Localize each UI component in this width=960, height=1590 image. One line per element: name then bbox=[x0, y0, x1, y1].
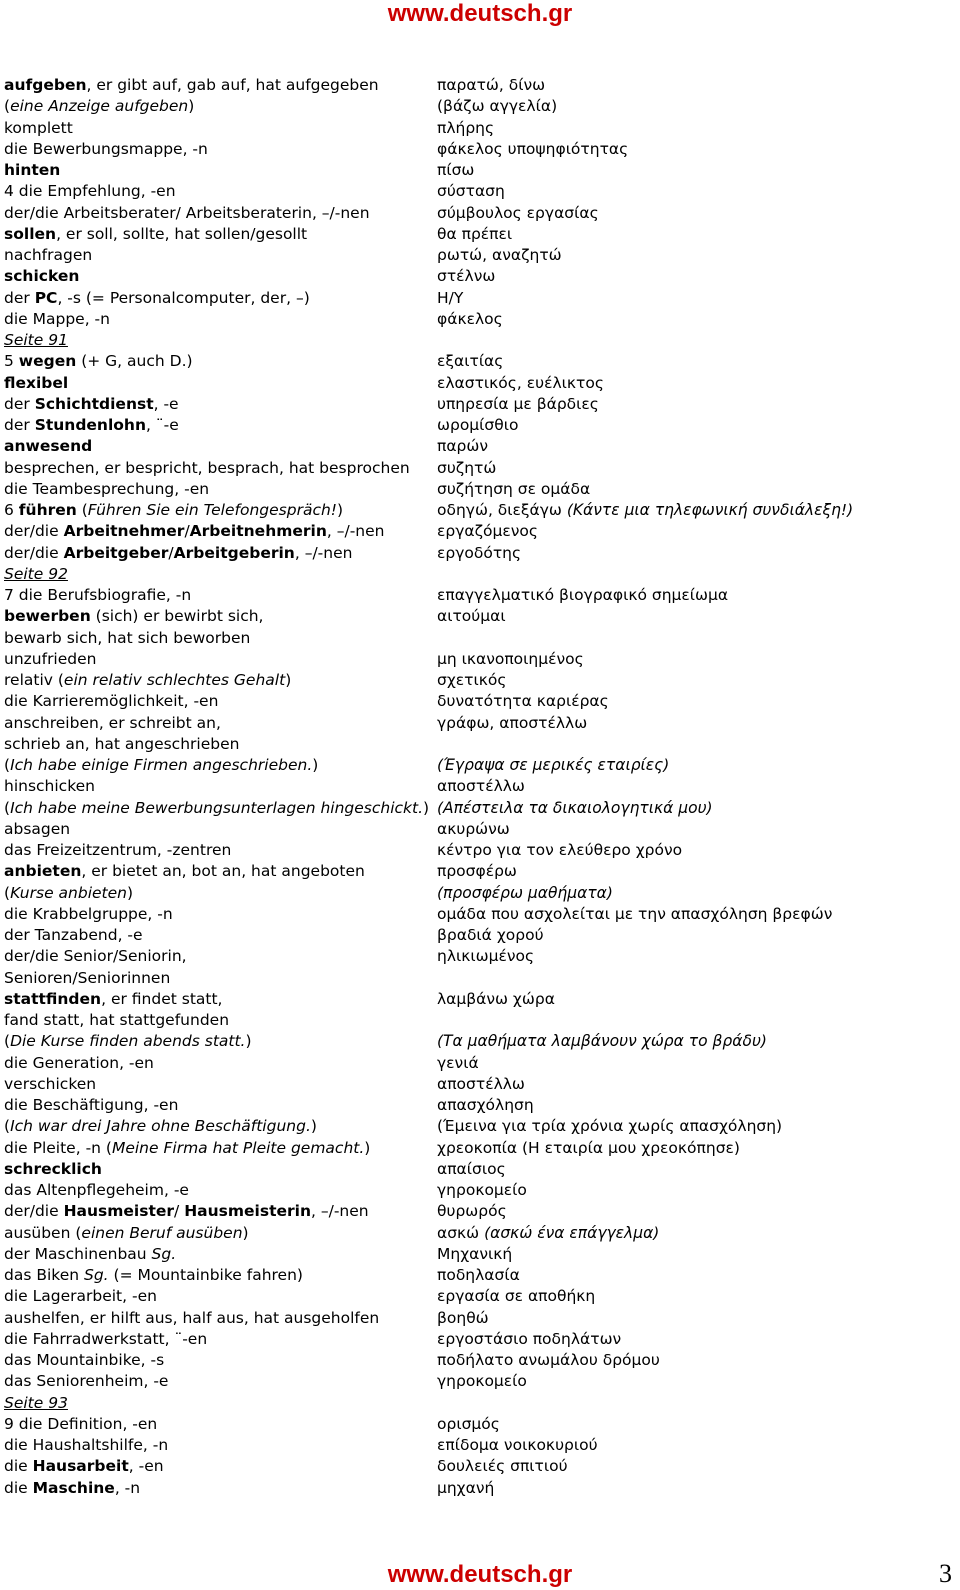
german-term: aushelfen, er hilft aus, half aus, hat ausgeholfen bbox=[4, 1308, 380, 1327]
german-term: anwesend bbox=[4, 437, 93, 456]
german-term: die Haushaltshilfe, -n bbox=[4, 1436, 169, 1454]
greek-translation: γενιά bbox=[437, 1053, 479, 1072]
vocab-row bbox=[4, 946, 954, 967]
vocab-row bbox=[4, 1286, 954, 1307]
greek-translation: επαγγελματικό βιογραφικό σημείωμα bbox=[437, 586, 729, 604]
german-term: der PC, -s (= Personalcomputer, der, –) bbox=[4, 288, 310, 307]
german-term: die Beschäftigung, -en bbox=[4, 1096, 179, 1114]
vocab-row bbox=[4, 118, 954, 139]
greek-translation: δυνατότητα καριέρας bbox=[437, 692, 609, 711]
vocab-row bbox=[4, 925, 954, 946]
german-term: die Fahrradwerkstatt, ¨-en bbox=[4, 1329, 208, 1348]
german-term: 7 die Berufsbiografie, -n bbox=[4, 586, 192, 604]
german-term: 4 die Empfehlung, -en bbox=[4, 182, 176, 201]
german-term: die Hausarbeit, -en bbox=[4, 1457, 164, 1476]
greek-translation: εργαζόμενος bbox=[437, 522, 538, 541]
vocab-row bbox=[4, 521, 954, 542]
greek-translation: οδηγώ, διεξάγω (Κάντε μια τηλεφωνική συνδιάλεξη!) bbox=[437, 501, 854, 519]
vocab-row bbox=[4, 1265, 954, 1286]
vocab-row bbox=[4, 1116, 954, 1137]
vocab-row bbox=[4, 181, 954, 202]
greek-translation: ποδηλασία bbox=[437, 1266, 520, 1284]
german-term: der Schichtdienst, -e bbox=[4, 394, 179, 413]
german-term: absagen bbox=[4, 819, 71, 838]
german-term: hinschicken bbox=[4, 777, 95, 796]
greek-translation: χρεοκοπία (Η εταιρία μου χρεοκόπησε) bbox=[437, 1138, 740, 1157]
vocab-row bbox=[4, 96, 954, 117]
greek-translation: θυρωρός bbox=[437, 1202, 507, 1221]
greek-translation: φάκελος bbox=[437, 309, 503, 328]
german-term: bewarb sich, hat sich beworben bbox=[4, 628, 251, 647]
greek-translation: γηροκομείο bbox=[437, 1181, 527, 1199]
greek-translation: αποστέλλω bbox=[437, 777, 525, 796]
german-term: das Altenpflegeheim, -e bbox=[4, 1181, 189, 1199]
german-term: relativ (ein relativ schlechtes Gehalt) bbox=[4, 671, 292, 689]
vocab-row bbox=[4, 691, 954, 712]
german-term: verschicken bbox=[4, 1074, 97, 1093]
greek-translation: σχετικός bbox=[437, 671, 507, 689]
german-term: die Karrieremöglichkeit, -en bbox=[4, 692, 219, 711]
german-term: der/die Arbeitgeber/Arbeitgeberin, –/-nen bbox=[4, 543, 353, 562]
vocab-row bbox=[4, 1201, 954, 1222]
german-term: aufgeben, er gibt auf, gab auf, hat aufgegeben bbox=[4, 76, 379, 94]
vocab-row bbox=[4, 203, 954, 224]
german-term: die Maschine, -n bbox=[4, 1478, 141, 1497]
german-term: (Die Kurse finden abends statt.) bbox=[4, 1032, 252, 1051]
vocab-row bbox=[4, 458, 954, 479]
greek-translation: εργασία σε αποθήκη bbox=[437, 1287, 596, 1306]
page-number: 3 bbox=[939, 1559, 952, 1588]
german-term: (Kurse anbieten) bbox=[4, 883, 134, 902]
greek-translation: συζητώ bbox=[437, 458, 497, 477]
greek-translation: ορισμός bbox=[437, 1414, 500, 1433]
german-term: Seite 92 bbox=[4, 564, 68, 583]
german-term: fand statt, hat stattgefunden bbox=[4, 1011, 230, 1029]
vocab-row bbox=[4, 1456, 954, 1477]
greek-translation: εξαιτίας bbox=[437, 352, 504, 371]
greek-translation: συζήτηση σε ομάδα bbox=[437, 479, 591, 498]
german-term: die Generation, -en bbox=[4, 1053, 154, 1072]
greek-translation: γράφω, αποστέλλω bbox=[437, 713, 588, 732]
greek-translation: (βάζω αγγελία) bbox=[437, 97, 558, 116]
german-term: besprechen, er bespricht, besprach, hat besprochen bbox=[4, 458, 410, 477]
vocab-row bbox=[4, 479, 954, 500]
german-term: 9 die Definition, -en bbox=[4, 1414, 158, 1433]
vocab-row bbox=[4, 1244, 954, 1265]
greek-translation: απαίσιος bbox=[437, 1159, 506, 1178]
greek-translation: (Έγραψα σε μερικές εταιρίες) bbox=[437, 756, 670, 774]
greek-translation: παρατώ, δίνω bbox=[437, 76, 546, 94]
greek-translation: προσφέρω bbox=[437, 862, 517, 881]
vocab-row bbox=[4, 1074, 954, 1095]
vocab-row bbox=[4, 288, 954, 309]
greek-translation: λαμβάνω χώρα bbox=[437, 989, 555, 1008]
greek-translation: αιτούμαι bbox=[437, 607, 506, 626]
greek-translation: βοηθώ bbox=[437, 1308, 489, 1327]
greek-translation: θα πρέπει bbox=[437, 224, 513, 243]
vocab-row bbox=[4, 649, 954, 670]
vocab-row bbox=[4, 139, 954, 160]
section-heading bbox=[4, 1393, 954, 1414]
vocab-row bbox=[4, 713, 954, 734]
german-term: das Seniorenheim, -e bbox=[4, 1372, 169, 1391]
german-term: Seite 91 bbox=[4, 331, 68, 349]
vocab-row bbox=[4, 1180, 954, 1201]
vocab-row bbox=[4, 75, 954, 96]
german-term: die Bewerbungsmappe, -n bbox=[4, 139, 208, 158]
german-term: 6 führen (Führen Sie ein Telefongespräch!) bbox=[4, 501, 344, 519]
greek-translation: απασχόληση bbox=[437, 1096, 534, 1114]
greek-translation: εργοστάσιο ποδηλάτων bbox=[437, 1329, 622, 1348]
german-term: schrecklich bbox=[4, 1159, 102, 1178]
german-term: ausüben (einen Beruf ausüben) bbox=[4, 1223, 249, 1242]
greek-translation: κέντρο για τον ελεύθερο χρόνο bbox=[437, 841, 683, 859]
vocab-row bbox=[4, 1159, 954, 1180]
greek-translation: μηχανή bbox=[437, 1478, 495, 1497]
vocab-row bbox=[4, 1435, 954, 1456]
vocab-row bbox=[4, 798, 954, 819]
vocab-row bbox=[4, 1329, 954, 1350]
greek-translation: σύσταση bbox=[437, 182, 505, 201]
german-term: sollen, er soll, sollte, hat sollen/gesollt bbox=[4, 224, 308, 243]
section-heading bbox=[4, 564, 954, 585]
vocab-row bbox=[4, 819, 954, 840]
vocab-row bbox=[4, 351, 954, 372]
vocab-row bbox=[4, 1308, 954, 1329]
greek-translation: Μηχανική bbox=[437, 1244, 513, 1263]
german-term: (Ich habe meine Bewerbungsunterlagen hingeschickt.) bbox=[4, 798, 430, 817]
vocab-row bbox=[4, 160, 954, 181]
vocab-row bbox=[4, 861, 954, 882]
greek-translation: Η/Υ bbox=[437, 288, 464, 307]
german-term: der Stundenlohn, ¨-e bbox=[4, 416, 179, 434]
vocab-row bbox=[4, 224, 954, 245]
german-term: Seite 93 bbox=[4, 1393, 68, 1412]
vocab-row bbox=[4, 904, 954, 925]
german-term: bewerben (sich) er bewirbt sich, bbox=[4, 607, 264, 626]
vocab-row bbox=[4, 840, 954, 861]
greek-translation: επίδομα νοικοκυριού bbox=[437, 1436, 598, 1454]
german-term: 5 wegen (+ G, auch D.) bbox=[4, 352, 193, 371]
header-site-url[interactable]: www.deutsch.gr bbox=[387, 0, 573, 27]
greek-translation: στέλνω bbox=[437, 267, 496, 286]
greek-translation: γηροκομείο bbox=[437, 1372, 527, 1391]
vocab-row bbox=[4, 1010, 954, 1031]
vocab-row bbox=[4, 606, 954, 627]
german-term: der Maschinenbau Sg. bbox=[4, 1244, 177, 1263]
greek-translation: δουλειές σπιτιού bbox=[437, 1457, 568, 1476]
greek-translation: (Έμεινα για τρία χρόνια χωρίς απασχόληση) bbox=[437, 1117, 783, 1136]
german-term: anschreiben, er schreibt an, bbox=[4, 713, 221, 732]
german-term: schicken bbox=[4, 267, 80, 286]
vocab-row bbox=[4, 394, 954, 415]
german-term: das Biken Sg. (= Mountainbike fahren) bbox=[4, 1266, 303, 1284]
german-term: der/die Arbeitnehmer/Arbeitnehmerin, –/-nen bbox=[4, 522, 385, 541]
greek-translation: σύμβουλος εργασίας bbox=[437, 203, 599, 222]
vocab-row bbox=[4, 1031, 954, 1052]
vocab-row bbox=[4, 373, 954, 394]
greek-translation: ομάδα που ασχολείται με την απασχόληση βρεφών bbox=[437, 904, 833, 923]
german-term: die Pleite, -n (Meine Firma hat Pleite gemacht.) bbox=[4, 1138, 371, 1157]
greek-translation: ποδήλατο ανωμάλου δρόμου bbox=[437, 1351, 660, 1369]
greek-translation: (Τα μαθήματα λαμβάνουν χώρα το βράδυ) bbox=[437, 1032, 767, 1051]
german-term: die Lagerarbeit, -en bbox=[4, 1287, 157, 1306]
greek-translation: ελαστικός, ευέλικτος bbox=[437, 373, 604, 392]
greek-translation: πίσω bbox=[437, 161, 475, 179]
vocab-row bbox=[4, 1138, 954, 1159]
german-term: der/die Arbeitsberater/ Arbeitsberaterin, –/-nen bbox=[4, 203, 370, 222]
vocab-row bbox=[4, 1095, 954, 1116]
vocab-row bbox=[4, 1478, 954, 1499]
german-term: komplett bbox=[4, 118, 73, 137]
german-term: (eine Anzeige aufgeben) bbox=[4, 97, 195, 116]
greek-translation: εργοδότης bbox=[437, 543, 522, 562]
vocab-row bbox=[4, 1350, 954, 1371]
german-term: hinten bbox=[4, 161, 61, 179]
vocab-row bbox=[4, 543, 954, 564]
greek-translation: υπηρεσία με βάρδιες bbox=[437, 394, 599, 413]
german-term: der/die Hausmeister/ Hausmeisterin, –/-nen bbox=[4, 1202, 369, 1221]
greek-translation: ωρομίσθιο bbox=[437, 416, 519, 434]
section-heading bbox=[4, 330, 954, 351]
german-term: der/die Senior/Seniorin, bbox=[4, 947, 187, 966]
greek-translation: φάκελος υποψηφιότητας bbox=[437, 139, 629, 158]
german-term: Senioren/Seniorinnen bbox=[4, 968, 171, 987]
german-term: flexibel bbox=[4, 373, 69, 392]
german-term: der Tanzabend, -e bbox=[4, 926, 143, 944]
vocab-row bbox=[4, 585, 954, 606]
vocab-row bbox=[4, 968, 954, 989]
german-term: unzufrieden bbox=[4, 649, 97, 668]
footer-site-url[interactable]: www.deutsch.gr bbox=[387, 1561, 573, 1588]
vocab-row bbox=[4, 415, 954, 436]
vocab-row bbox=[4, 1371, 954, 1392]
vocab-row bbox=[4, 266, 954, 287]
vocab-row bbox=[4, 755, 954, 776]
vocab-row bbox=[4, 500, 954, 521]
vocab-row bbox=[4, 245, 954, 266]
greek-translation: μη ικανοποιημένος bbox=[437, 649, 584, 668]
greek-translation: (προσφέρω μαθήματα) bbox=[437, 883, 613, 902]
vocab-row bbox=[4, 1223, 954, 1244]
greek-translation: ρωτώ, αναζητώ bbox=[437, 246, 562, 264]
vocab-row bbox=[4, 309, 954, 330]
german-term: (Ich habe einige Firmen angeschrieben.) bbox=[4, 756, 319, 774]
german-term: schrieb an, hat angeschrieben bbox=[4, 734, 240, 753]
greek-translation: πλήρης bbox=[437, 118, 495, 137]
vocab-row bbox=[4, 1053, 954, 1074]
german-term: die Teambesprechung, -en bbox=[4, 479, 210, 498]
vocab-row bbox=[4, 628, 954, 649]
greek-translation: ηλικιωμένος bbox=[437, 947, 535, 966]
greek-translation: ασκώ (ασκώ ένα επάγγελμα) bbox=[437, 1223, 660, 1242]
vocab-row bbox=[4, 776, 954, 797]
german-term: das Freizeitzentrum, -zentren bbox=[4, 841, 232, 859]
vocab-row bbox=[4, 1414, 954, 1435]
german-term: das Mountainbike, -s bbox=[4, 1351, 165, 1369]
vocab-row bbox=[4, 734, 954, 755]
german-term: die Mappe, -n bbox=[4, 309, 110, 328]
greek-translation: ακυρώνω bbox=[437, 819, 510, 838]
vocab-row bbox=[4, 989, 954, 1010]
greek-translation: παρών bbox=[437, 437, 489, 456]
vocab-row bbox=[4, 436, 954, 457]
vocab-row bbox=[4, 883, 954, 904]
german-term: anbieten, er bietet an, bot an, hat angeboten bbox=[4, 862, 365, 881]
german-term: stattfinden, er findet statt, bbox=[4, 989, 223, 1008]
german-term: nachfragen bbox=[4, 246, 93, 264]
german-term: die Krabbelgruppe, -n bbox=[4, 904, 173, 923]
greek-translation: (Απέστειλα τα δικαιολογητικά μου) bbox=[437, 798, 713, 817]
greek-translation: βραδιά χορού bbox=[437, 926, 544, 944]
greek-translation: αποστέλλω bbox=[437, 1074, 525, 1093]
vocabulary-list bbox=[4, 75, 954, 1499]
vocab-row bbox=[4, 670, 954, 691]
german-term: (Ich war drei Jahre ohne Beschäftigung.) bbox=[4, 1117, 317, 1136]
